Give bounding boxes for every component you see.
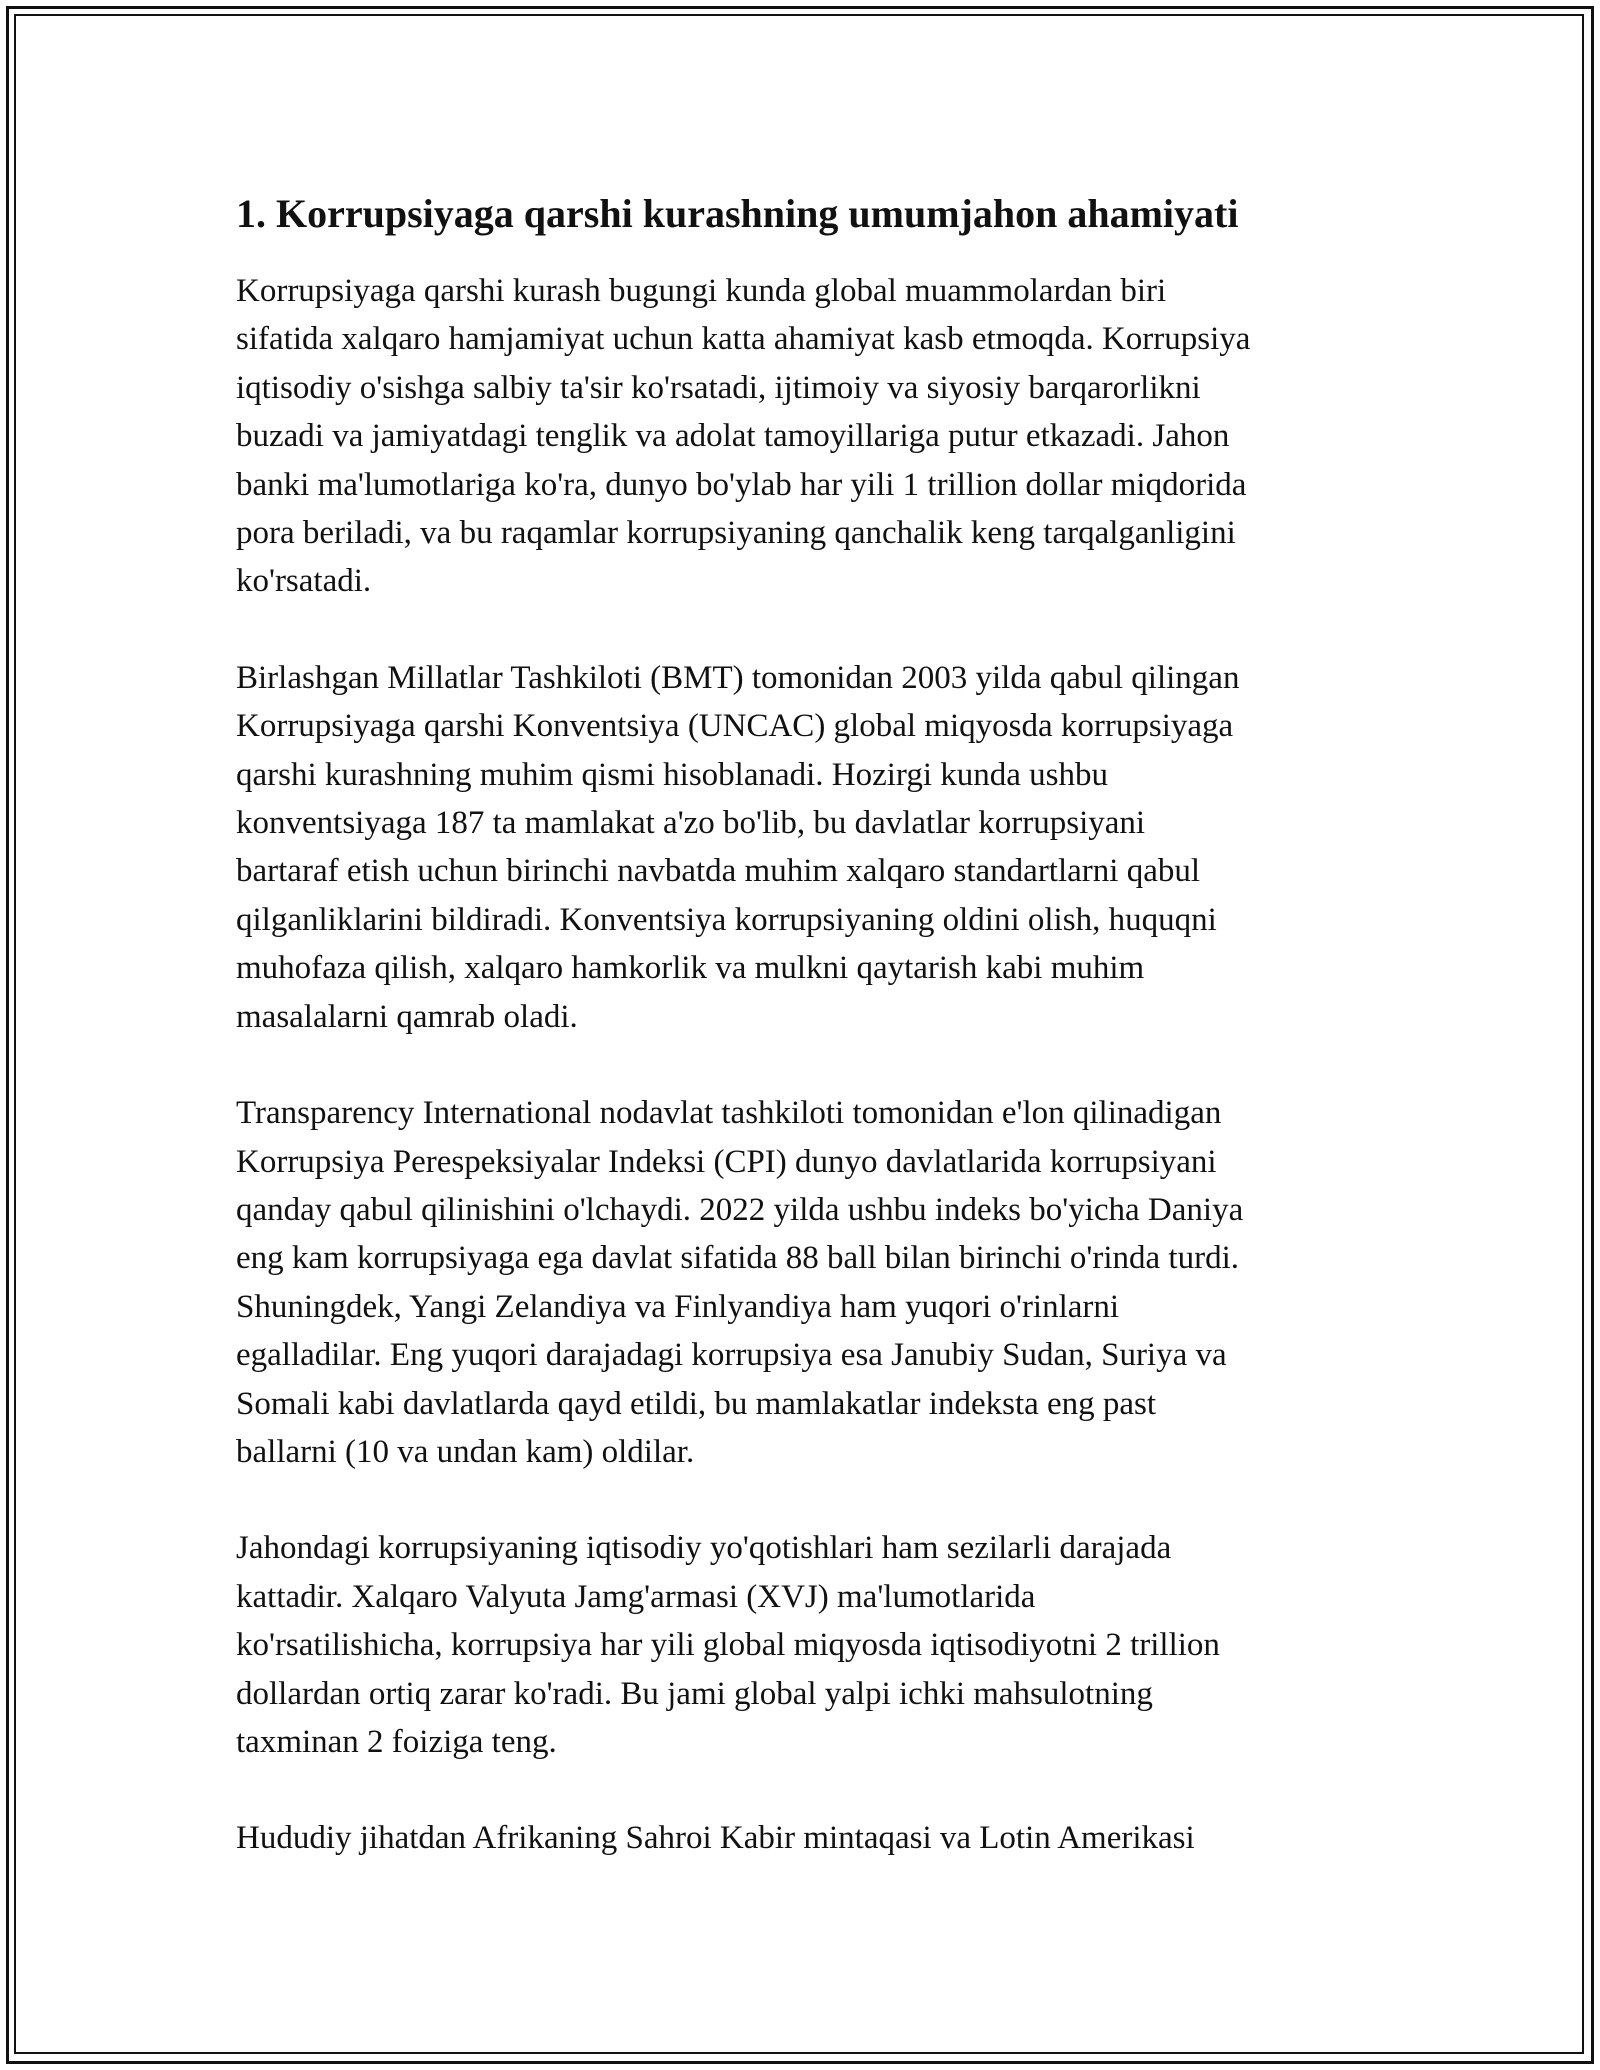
text-line: taxminan 2 foiziga teng. — [236, 1723, 557, 1760]
text-line: ko'rsatilishicha, korrupsiya har yili global miqyosda iqtisodiyotni 2 trillion — [236, 1627, 1220, 1664]
text-line: Shuningdek, Yangi Zelandiya va Finlyandiya ham yuqori o'rinlarni — [236, 1288, 1120, 1325]
text-line: Korrupsiyaga qarshi Konventsiya (UNCAC) global miqyosda korrupsiyaga — [236, 708, 1234, 745]
text-line: Birlashgan Millatlar Tashkiloti (BMT) tomonidan 2003 yilda qabul qilingan — [236, 659, 1240, 696]
text-line: bartaraf etish uchun birinchi navbatda muhim xalqaro standartlarni qabul — [236, 853, 1201, 890]
text-line: qilganliklarini bildiradi. Konventsiya korrupsiyaning oldini olish, huquqni — [236, 901, 1217, 938]
paragraph-global-importance — [236, 267, 1376, 606]
text-line: Hududiy jihatdan Afrikaning Sahroi Kabir mintaqasi va Lotin Amerikasi — [236, 1820, 1195, 1857]
text-line: Jahondagi korrupsiyaning iqtisodiy yo'qotishlari ham sezilarli darajada — [236, 1530, 1172, 1567]
paragraph-uncac — [236, 654, 1376, 1041]
text-line: ko'rsatadi. — [236, 563, 372, 600]
paragraph-regional — [236, 1814, 1376, 1862]
text-line: sifatida xalqaro hamjamiyat uchun katta ahamiyat kasb etmoqda. Korrupsiya — [236, 321, 1251, 358]
text-line: muhofaza qilish, xalqaro hamkorlik va mulkni qaytarish kabi muhim — [236, 950, 1145, 987]
document-body — [236, 186, 1376, 1911]
text-line: dollardan ortiq zarar ko'radi. Bu jami global yalpi ichki mahsulotning — [236, 1675, 1153, 1712]
text-line: banki ma'lumotlariga ko'ra, dunyo bo'ylab har yili 1 trillion dollar miqdorida — [236, 466, 1247, 503]
text-line: eng kam korrupsiyaga ega davlat sifatida 88 ball bilan birinchi o'rinda turdi. — [236, 1240, 1239, 1277]
text-line: qanday qabul qilinishini o'lchaydi. 2022 yilda ushbu indeks bo'yicha Daniya — [236, 1191, 1244, 1228]
text-line: buzadi va jamiyatdagi tenglik va adolat tamoyillariga putur etkazadi. Jahon — [236, 418, 1230, 455]
text-line: Korrupsiyaga qarshi kurash bugungi kunda global muammolardan biri — [236, 273, 1167, 309]
paragraph-economic-losses — [236, 1524, 1376, 1766]
text-line: ballarni (10 va undan kam) oldilar. — [236, 1433, 695, 1470]
text-line: kattadir. Xalqaro Valyuta Jamg'armasi (XVJ) ma'lumotlarida — [236, 1578, 1036, 1615]
text-line: iqtisodiy o'sishga salbiy ta'sir ko'rsatadi, ijtimoiy va siyosiy barqarorlikni — [236, 369, 1201, 406]
section-title: 1. Korrupsiyaga qarshi kurashning umumjahon ahamiyati — [236, 191, 1239, 236]
text-line: qarshi kurashning muhim qismi hisoblanadi. Hozirgi kunda ushbu — [236, 756, 1108, 793]
text-line: konventsiyaga 187 ta mamlakat a'zo bo'lib, bu davlatlar korrupsiyani — [236, 805, 1146, 842]
paragraph-cpi — [236, 1089, 1376, 1476]
text-line: egalladilar. Eng yuqori darajadagi korrupsiya esa Janubiy Sudan, Suriya va — [236, 1337, 1227, 1374]
text-line: Transparency International nodavlat tashkiloti tomonidan e'lon qilinadigan — [236, 1095, 1222, 1132]
text-line: Korrupsiya Perespeksiyalar Indeksi (CPI) dunyo davlatlarida korrupsiyani — [236, 1143, 1217, 1180]
text-line: pora beriladi, va bu raqamlar korrupsiyaning qanchalik keng tarqalganligini — [236, 515, 1236, 552]
text-line: masalalarni qamrab oladi. — [236, 998, 578, 1035]
text-line: Somali kabi davlatlarda qayd etildi, bu mamlakatlar indeksta eng past — [236, 1385, 1157, 1422]
